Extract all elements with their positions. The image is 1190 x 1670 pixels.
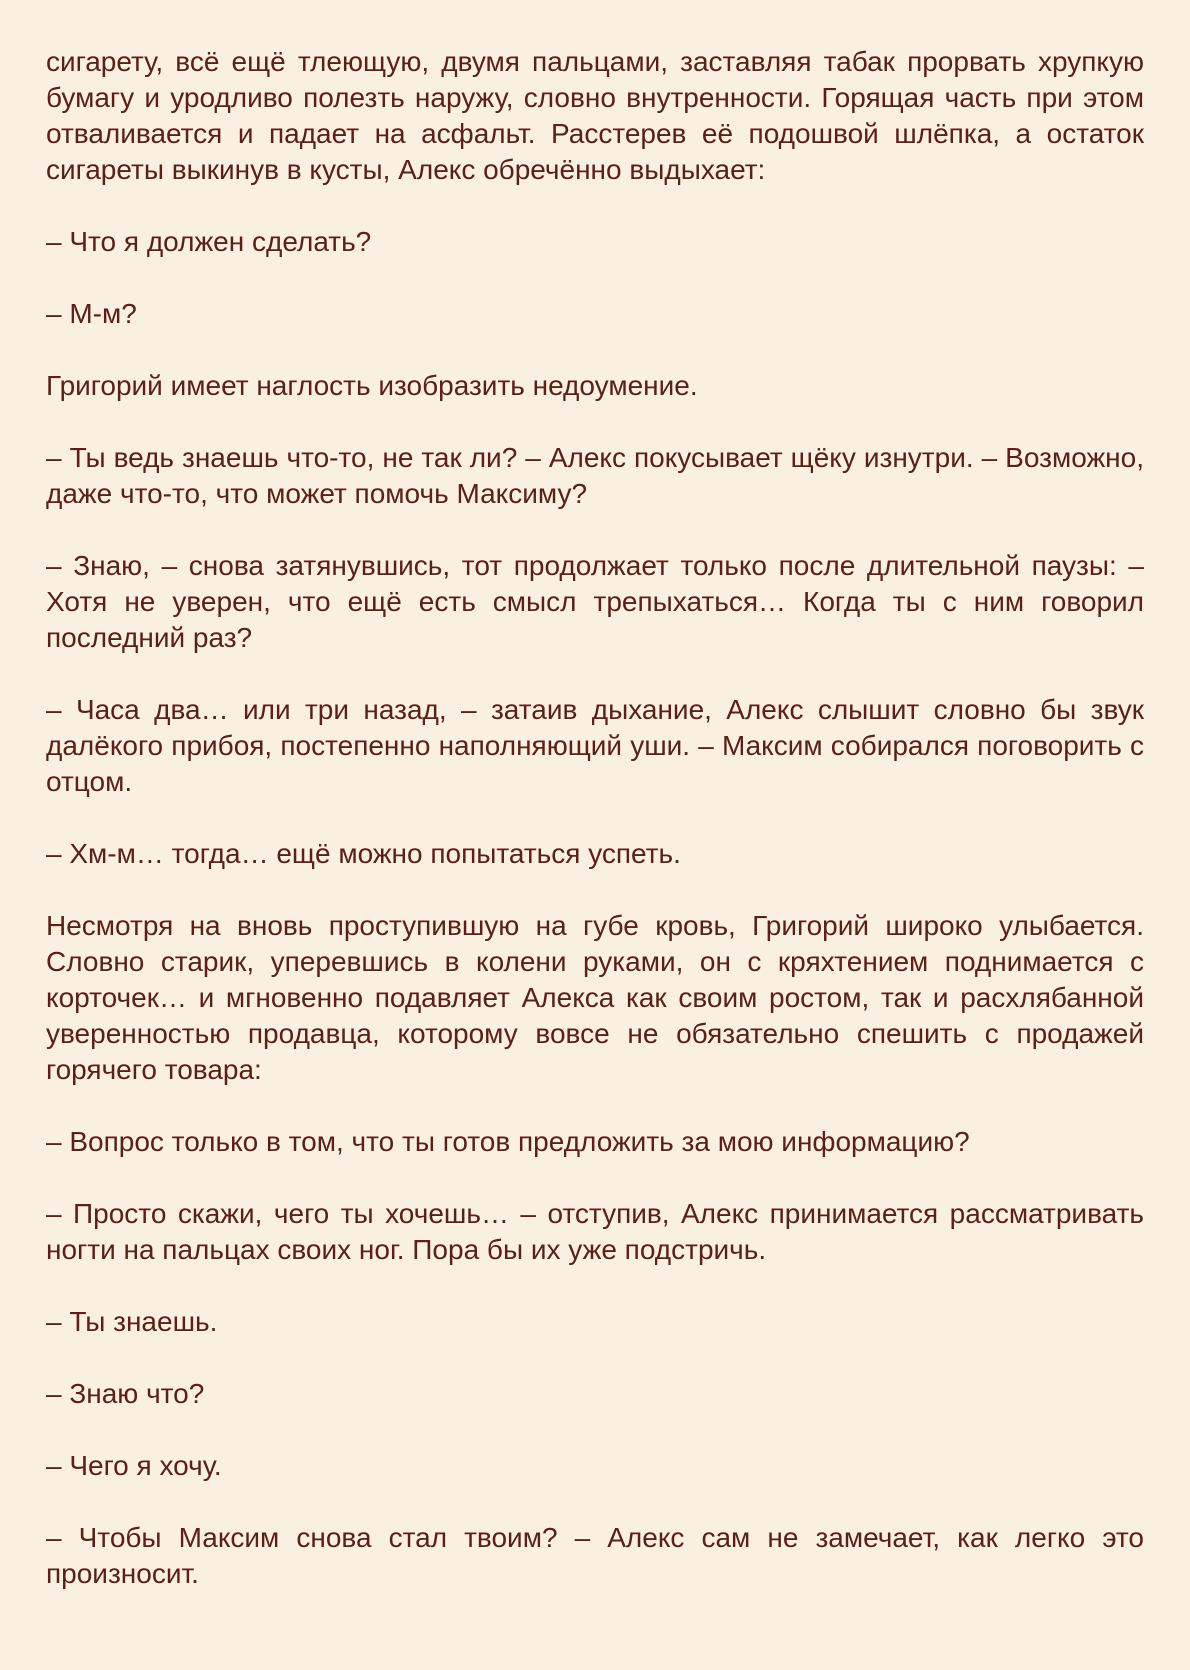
paragraph-1: сигарету, всё ещё тлеющую, двумя пальцами, заставляя табак прорвать хрупкую бумагу и уродливо полезть наружу, словно внутренности. Горящая часть при этом отваливается и падает на асфальт. Расстерев её подошвой шлёпка, а остаток сигареты выкинув в кусты, Алекс обречённо выдыхает: [46, 46, 1144, 185]
document-page [46, 44, 1144, 1592]
paragraph-6: – Знаю, – снова затянувшись, тот продолжает только после длительной паузы: – Хотя не уверен, что ещё есть смысл трепыхаться… Когда ты с ним говорил последний раз? [46, 550, 1144, 653]
paragraph-10: – Вопрос только в том, что ты готов предложить за мою информацию? [46, 1126, 970, 1157]
paragraph-8: – Хм-м… тогда… ещё можно попытаться успеть. [46, 838, 681, 869]
paragraph-9: Несмотря на вновь проступившую на губе кровь, Григорий широко улыбается. Словно старик, уперевшись в колени руками, он с кряхтением поднимается с корточек… и мгновенно подавляет Алекса как своим ростом, так и расхлябанной уверенностью продавца, которому вовсе не обязательно спешить с продажей горячего товара: [46, 910, 1144, 1085]
paragraph-12: – Ты знаешь. [46, 1306, 218, 1337]
paragraph-4: Григорий имеет наглость изобразить недоумение. [46, 370, 698, 401]
paragraph-11: – Просто скажи, чего ты хочешь… – отступив, Алекс принимается рассматривать ногти на пальцах своих ног. Пора бы их уже подстричь. [46, 1198, 1144, 1265]
paragraph-5: – Ты ведь знаешь что-то, не так ли? – Алекс покусывает щёку изнутри. – Возможно, даже что-то, что может помочь Максиму? [46, 442, 1144, 509]
paragraph-7: – Часа два… или три назад, – затаив дыхание, Алекс слышит словно бы звук далёкого прибоя, постепенно наполняющий уши. – Максим собирался поговорить с отцом. [46, 694, 1144, 797]
paragraph-15: – Чтобы Максим снова стал твоим? – Алекс сам не замечает, как легко это произносит. [46, 1522, 1144, 1589]
paragraph-2: – Что я должен сделать? [46, 226, 372, 257]
paragraph-13: – Знаю что? [46, 1378, 205, 1409]
paragraph-3: – М-м? [46, 298, 137, 329]
paragraph-14: – Чего я хочу. [46, 1450, 222, 1481]
